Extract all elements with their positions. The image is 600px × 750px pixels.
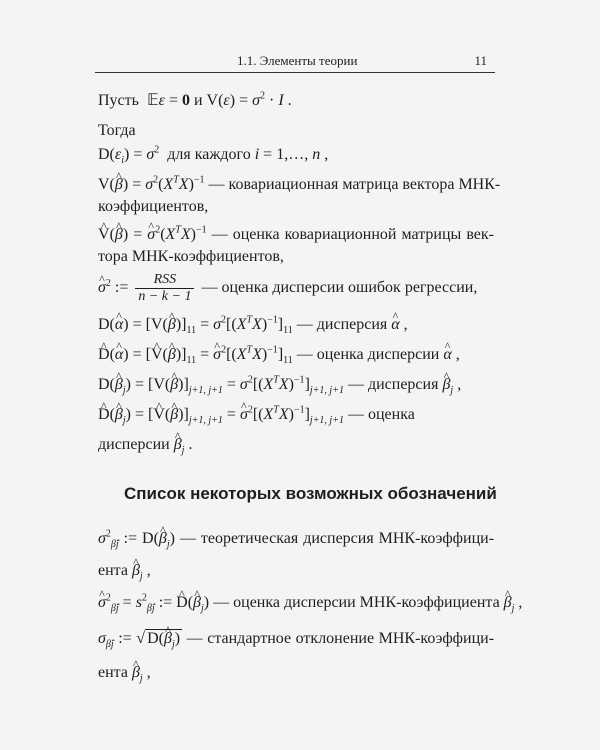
section-title: 1.1. Элементы теории [237,53,358,68]
notation-item-3-cont: ента ^ $\beta_j$ , [98,664,494,682]
running-header [95,50,495,73]
var-beta-estimate-cont: дисперсии ^ $\beta_j$ . [98,436,494,454]
formula-cov-estimate: ^ V(^ β) = ^ $\sigma^2(X^TX)^{-1}$ — оценка ковариационной матрицы век- [98,226,494,244]
formula-cov-matrix: V(^ $\beta) = \sigma^2(X^TX)^{-1}$ — ковариационная матрица вектора МНК- [98,176,494,194]
notation-item-1-cont: ента ^ $\beta_j$ , [98,562,494,580]
rss-fraction: $\frac{\text{RSS}}{n - k - 1}$ [135,272,194,305]
cov-estimate-cont: тора МНК-коэффициентов, [98,248,284,265]
formula-sigma-estimate: ^ $\sigma^2$ := $\frac{\text{RSS}}{n - k - 1}$ — оценка дисперсии ошибок регрессии, [98,272,494,305]
page-number: 11 [474,53,487,68]
formula-var-alpha: D(^ α) = [V(^ $\beta)]_{11} = \sigma^2[(X^TX)^{-1}]_{11}$ — дисперсия ^ α , [98,316,494,334]
notation-item-3: $\sigma_{\betâj}$ := √ D(^ $\beta_j$) — стандартное отклонение МНК-коэффици- [98,630,494,648]
formula-var-beta-estimate: ^ D(^ $\beta_j$) = [^ V(^ $\beta)]_{j+1, j+1}$ = ^ $\sigma^2[(X^TX)^{-1}]_{j+1, j+1}$ — оценка [98,406,494,424]
formula-var-alpha-estimate: ^ D(^ α) = [^ V(^ $\beta)]_{11}$ = ^ $\sigma^2[(X^TX)^{-1}]_{11}$ — оценка дисперсии ^ α , [98,346,494,364]
notation-item-2: ^ $\sigma^2_{\betâj} = s^2_{\betâj}$ := ^ D(^ $\beta_j$) — оценка дисперсии МНК-коэффициента ^ $\beta_j$ , [98,594,494,612]
notation-item-1: $\sigma^2_{\betâj}$ := D(^ $\beta_j$) — теоретическая дисперсия МНК-коэффици- [98,530,494,548]
notation-heading: Список некоторых возможных обозначений [124,484,497,503]
assumption-line: Пусть 𝔼ε = 0 и $V(\varepsilon) = \sigma^2 \cdot I$ . [98,90,292,109]
then-line: Тогда [98,122,136,139]
cov-matrix-cont: коэффициентов, [98,198,209,215]
formula-var-eps: $D(\varepsilon_i) = \sigma^2$ для каждого i = 1,…, n , [98,144,329,167]
formula-var-beta: D(^ $\beta_j$) = [V(^ $\beta)]_{j+1, j+1} = \sigma^2[(X^TX)^{-1}]_{j+1, j+1}$ — дисперсия ^ $\beta_j$ , [98,376,494,394]
